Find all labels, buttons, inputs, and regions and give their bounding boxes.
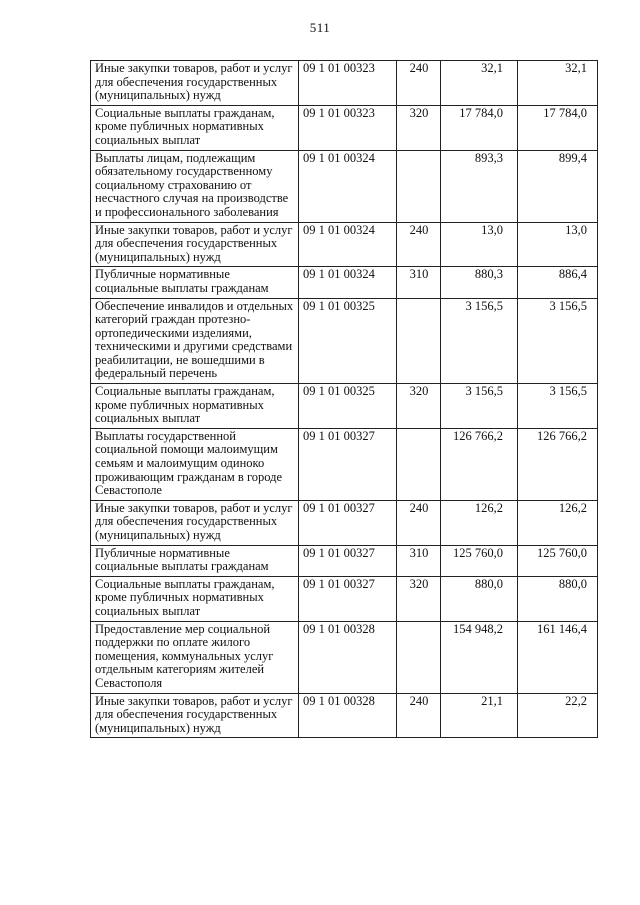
table-row xyxy=(91,384,598,429)
amount-year1-cell: 17 784,0 xyxy=(441,105,518,150)
expense-name-cell: Обеспечение инвалидов и отдельных категорий граждан протезно-ортопедическими изделиями, техническими и другими средствами реабилитации, не вошедшими в федеральный перечень xyxy=(91,298,299,384)
table-row xyxy=(91,222,598,267)
expense-type-cell: 320 xyxy=(397,576,441,621)
table-row xyxy=(91,105,598,150)
expense-name-cell: Иные закупки товаров, работ и услуг для обеспечения государственных (муниципальных) нужд xyxy=(91,61,299,106)
amount-year1-cell: 13,0 xyxy=(441,222,518,267)
expense-name-cell: Иные закупки товаров, работ и услуг для обеспечения государственных (муниципальных) нужд xyxy=(91,222,299,267)
amount-year2-cell: 3 156,5 xyxy=(518,384,598,429)
amount-year2-cell: 126,2 xyxy=(518,500,598,545)
target-article-code-cell: 09 1 01 00323 xyxy=(299,61,397,106)
expense-name-cell: Социальные выплаты гражданам, кроме публичных нормативных социальных выплат xyxy=(91,384,299,429)
target-article-code-cell: 09 1 01 00327 xyxy=(299,428,397,500)
target-article-code-cell: 09 1 01 00325 xyxy=(299,384,397,429)
page-number: 511 xyxy=(309,20,331,35)
expense-name-cell: Иные закупки товаров, работ и услуг для обеспечения государственных (муниципальных) нужд xyxy=(91,693,299,738)
amount-year2-cell: 126 766,2 xyxy=(518,428,598,500)
expense-type-cell: 240 xyxy=(397,61,441,106)
table-row xyxy=(91,693,598,738)
amount-year1-cell: 154 948,2 xyxy=(441,621,518,693)
expense-type-cell: 320 xyxy=(397,105,441,150)
table-row xyxy=(91,61,598,106)
target-article-code-cell: 09 1 01 00327 xyxy=(299,500,397,545)
expense-type-cell: 240 xyxy=(397,222,441,267)
target-article-code-cell: 09 1 01 00323 xyxy=(299,105,397,150)
amount-year1-cell: 893,3 xyxy=(441,150,518,222)
target-article-code-cell: 09 1 01 00325 xyxy=(299,298,397,384)
expense-type-cell: 240 xyxy=(397,500,441,545)
target-article-code-cell: 09 1 01 00328 xyxy=(299,621,397,693)
expense-name-cell: Публичные нормативные социальные выплаты гражданам xyxy=(91,545,299,576)
target-article-code-cell: 09 1 01 00327 xyxy=(299,545,397,576)
expense-type-cell: 310 xyxy=(397,267,441,298)
target-article-code-cell: 09 1 01 00324 xyxy=(299,222,397,267)
budget-table xyxy=(90,60,598,738)
target-article-code-cell: 09 1 01 00324 xyxy=(299,267,397,298)
expense-name-cell: Предоставление мер социальной поддержки по оплате жилого помещения, коммунальных услуг отдельным категориям жителей Севастополя xyxy=(91,621,299,693)
expense-name-cell: Публичные нормативные социальные выплаты гражданам xyxy=(91,267,299,298)
amount-year1-cell: 126,2 xyxy=(441,500,518,545)
expense-type-cell: 320 xyxy=(397,384,441,429)
expense-type-cell xyxy=(397,621,441,693)
expense-name-cell: Выплаты лицам, подлежащим обязательному государственному социальному страхованию от несчастного случая на производстве и профессионального заболевания xyxy=(91,150,299,222)
amount-year2-cell: 899,4 xyxy=(518,150,598,222)
amount-year1-cell: 880,0 xyxy=(441,576,518,621)
expense-name-cell: Выплаты государственной социальной помощи малоимущим семьям и малоимущим одиноко проживающим гражданам в городе Севастополе xyxy=(91,428,299,500)
amount-year1-cell: 880,3 xyxy=(441,267,518,298)
amount-year1-cell: 3 156,5 xyxy=(441,384,518,429)
table-row xyxy=(91,576,598,621)
table-row xyxy=(91,545,598,576)
target-article-code-cell: 09 1 01 00327 xyxy=(299,576,397,621)
table-row xyxy=(91,298,598,384)
table-row xyxy=(91,267,598,298)
target-article-code-cell: 09 1 01 00328 xyxy=(299,693,397,738)
amount-year1-cell: 125 760,0 xyxy=(441,545,518,576)
amount-year1-cell: 32,1 xyxy=(441,61,518,106)
amount-year2-cell: 886,4 xyxy=(518,267,598,298)
amount-year1-cell: 3 156,5 xyxy=(441,298,518,384)
amount-year2-cell: 3 156,5 xyxy=(518,298,598,384)
table-row xyxy=(91,428,598,500)
amount-year2-cell: 161 146,4 xyxy=(518,621,598,693)
amount-year2-cell: 32,1 xyxy=(518,61,598,106)
amount-year1-cell: 21,1 xyxy=(441,693,518,738)
budget-table-body xyxy=(91,61,598,738)
expense-type-cell: 310 xyxy=(397,545,441,576)
amount-year2-cell: 125 760,0 xyxy=(518,545,598,576)
expense-name-cell: Иные закупки товаров, работ и услуг для обеспечения государственных (муниципальных) нужд xyxy=(91,500,299,545)
expense-name-cell: Социальные выплаты гражданам, кроме публичных нормативных социальных выплат xyxy=(91,576,299,621)
expense-name-cell: Социальные выплаты гражданам, кроме публичных нормативных социальных выплат xyxy=(91,105,299,150)
expense-type-cell xyxy=(397,298,441,384)
expense-type-cell: 240 xyxy=(397,693,441,738)
amount-year2-cell: 17 784,0 xyxy=(518,105,598,150)
expense-type-cell xyxy=(397,150,441,222)
target-article-code-cell: 09 1 01 00324 xyxy=(299,150,397,222)
amount-year1-cell: 126 766,2 xyxy=(441,428,518,500)
table-row xyxy=(91,500,598,545)
amount-year2-cell: 880,0 xyxy=(518,576,598,621)
amount-year2-cell: 22,2 xyxy=(518,693,598,738)
amount-year2-cell: 13,0 xyxy=(518,222,598,267)
table-row xyxy=(91,150,598,222)
table-row xyxy=(91,621,598,693)
expense-type-cell xyxy=(397,428,441,500)
